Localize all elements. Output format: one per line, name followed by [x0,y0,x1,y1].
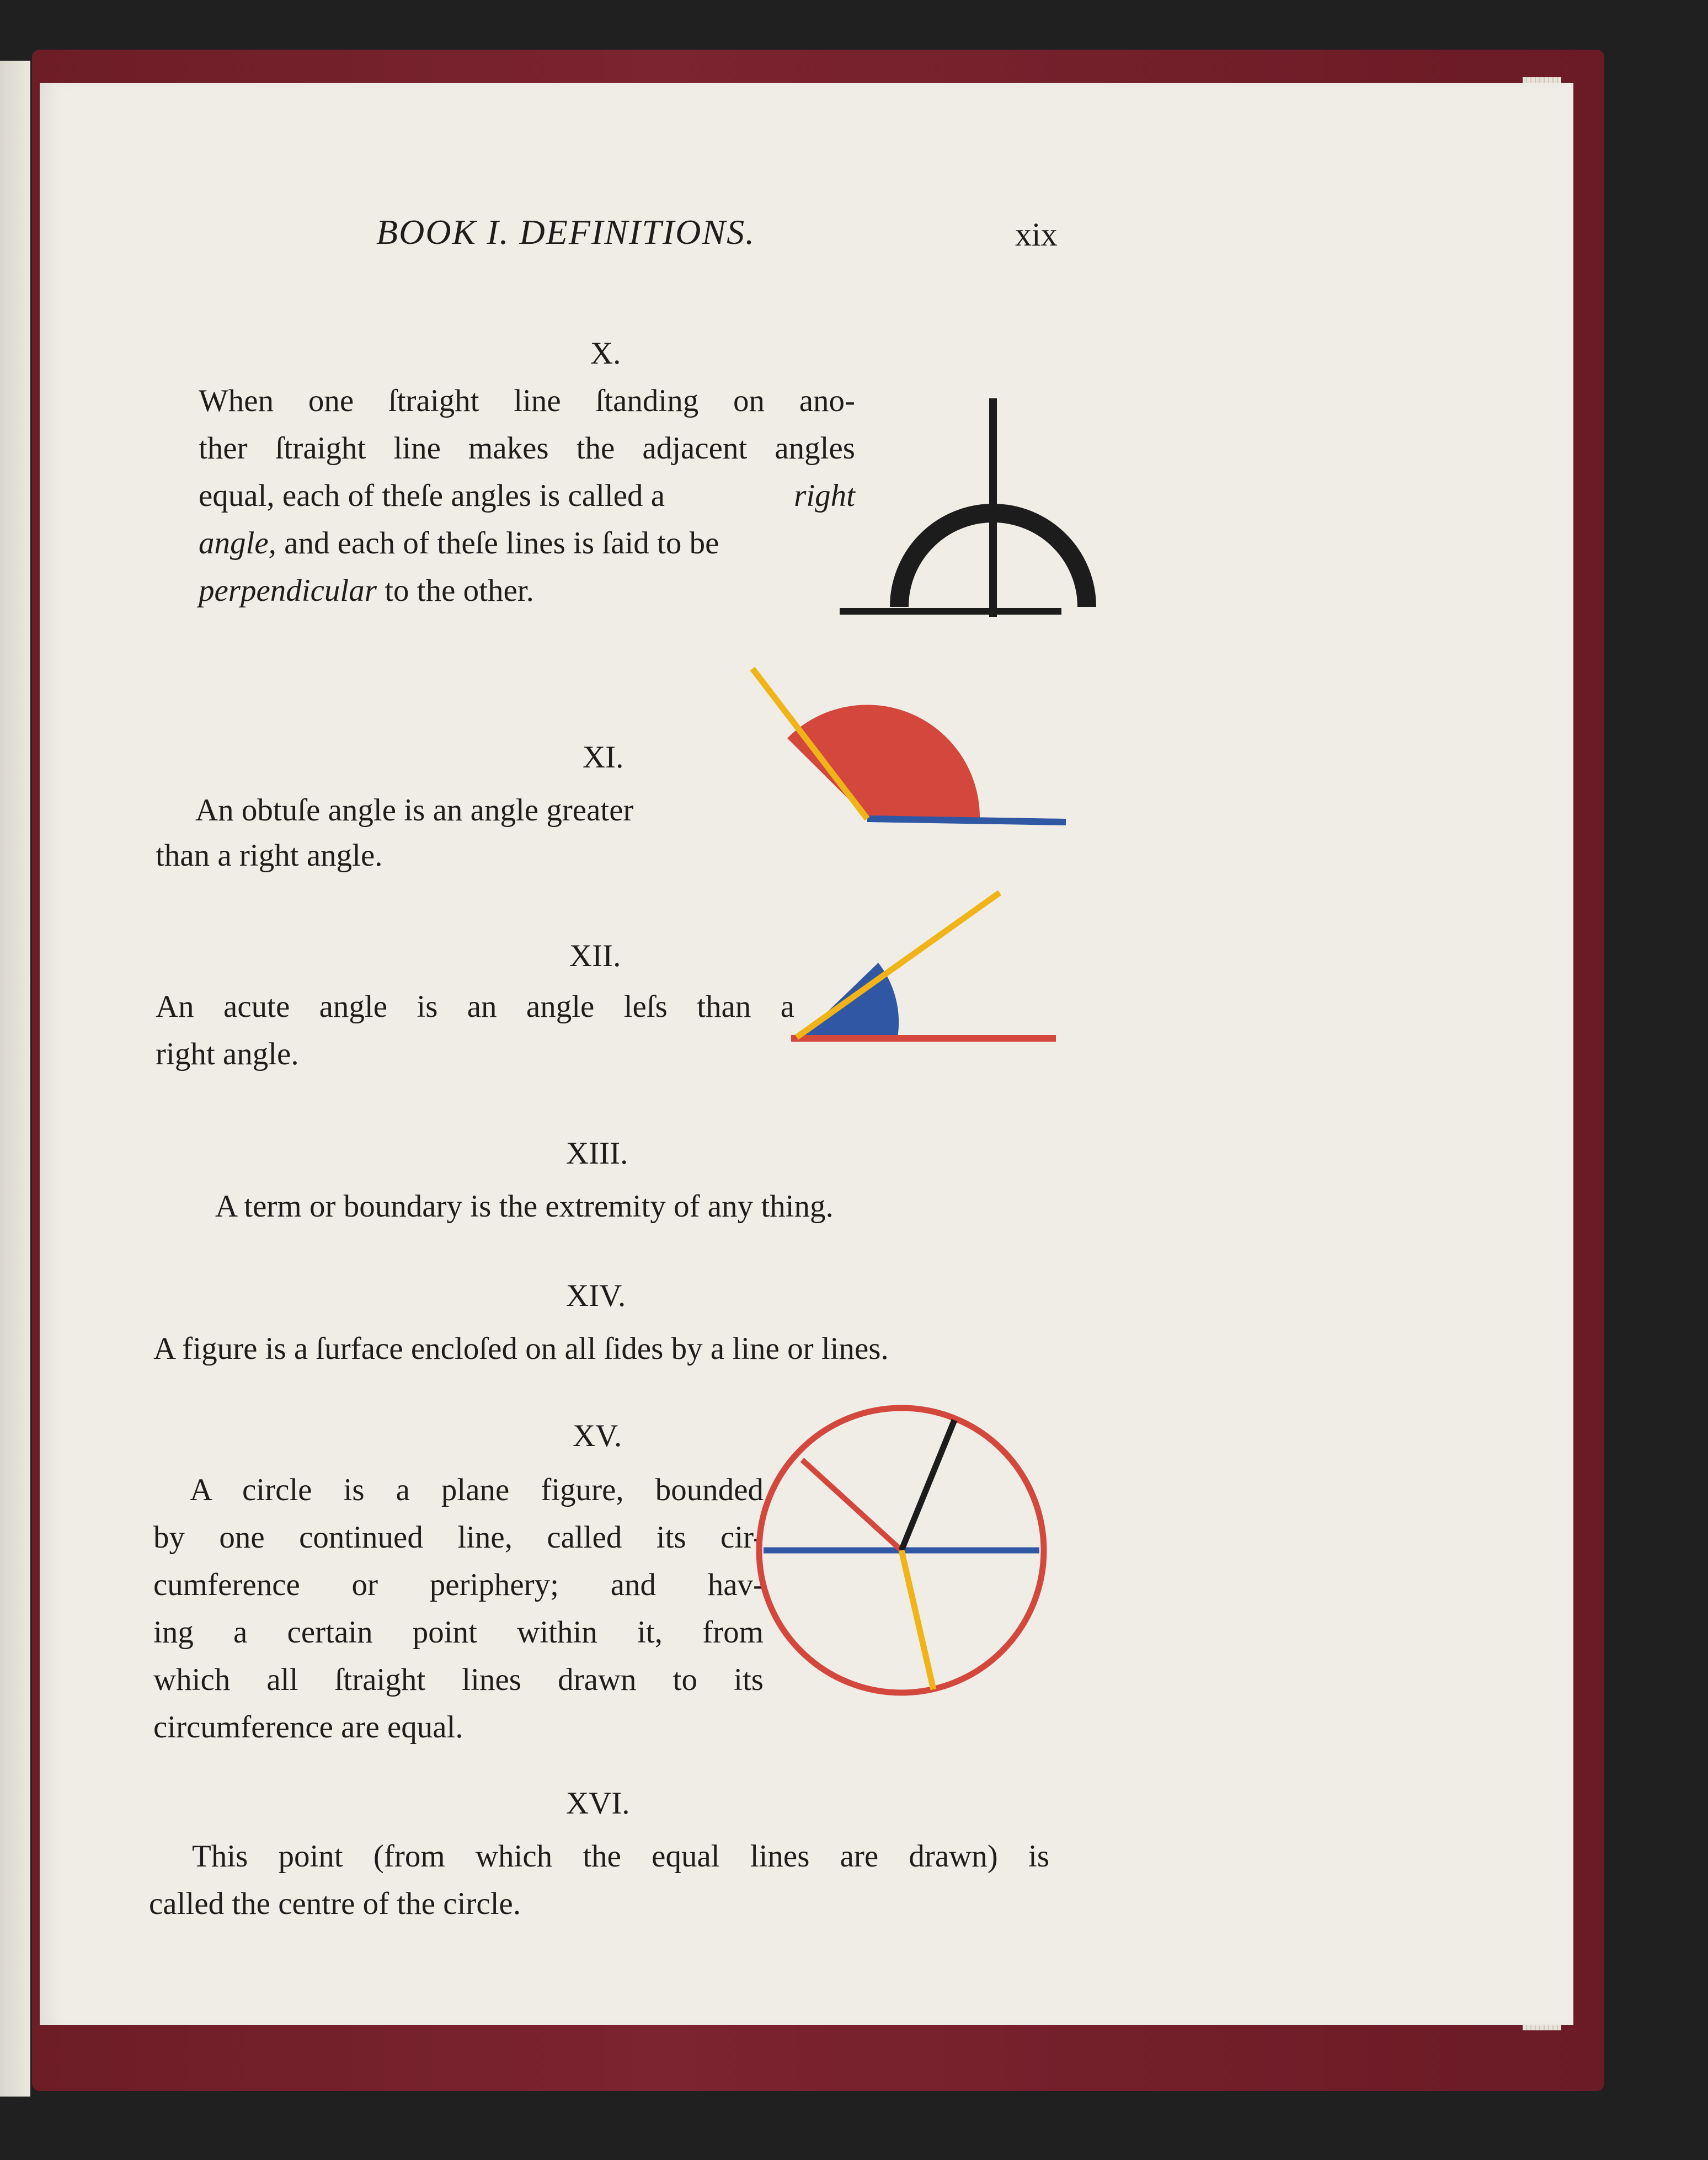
left-page-edge [0,61,30,2097]
definition-xiv-numeral: XIV. [566,1278,626,1313]
red-radius [802,1460,901,1550]
definition-x-numeral: X. [590,336,621,371]
black-radius [901,1420,954,1550]
definition-xv-numeral: XV. [573,1418,622,1453]
definition-xiv-line-1: A figure is a ſurface encloſed on all ſides by a line or lines. [153,1331,889,1366]
definition-xiii-line-1: A term or boundary is the extremity of any thing. [215,1189,834,1224]
definition-xi-numeral: XI. [583,740,624,775]
definition-xvi-line-1: This point (from which the equal lines are drawn) is [192,1839,1049,1874]
definition-x-line-2: ther ſtraight line makes the adjacent angles [199,431,855,466]
definition-x-line-1: When one ſtraight line ſtanding on ano- [199,383,855,418]
definition-xv-line-5: which all ſtraight lines drawn to its [153,1662,764,1697]
definition-xv-line-6: circumference are equal. [153,1710,463,1745]
definition-x-term-perpendicular: perpendicular [199,573,377,608]
definition-xi-line-1: An obtuſe angle is an angle greater [195,793,634,828]
definition-xv-line-4: ing a certain point within it, from [153,1615,764,1650]
definition-x-line-4-text: and each of theſe lines is ſaid to be [276,526,719,561]
yellow-radius [901,1550,933,1689]
definition-xv-line-2: by one continued line, called its cir- [153,1520,764,1555]
definition-xi-line-2: than a right angle. [156,838,383,873]
page-number: xix [1015,216,1058,253]
definition-xv-line-1: A circle is a plane figure, bounded [190,1473,764,1507]
definition-xii-numeral: XII. [569,938,621,973]
definition-xii-line-1: An acute angle is an angle leſs than a [156,989,794,1024]
book-page [40,83,1573,2025]
definition-xvi-numeral: XVI. [566,1786,630,1821]
circle-figure [40,83,1573,2025]
definition-x-line-5-text: to the other. [376,573,534,608]
definition-x-term-right: right [794,478,855,513]
definition-xvi-line-2: called the centre of the circle. [149,1886,521,1921]
running-header: BOOK I. DEFINITIONS. [376,212,756,252]
definition-x-term-angle: angle, [199,526,276,561]
definition-x-line-3-text: equal, each of theſe angles is called a [199,478,665,513]
definition-xii-line-2: right angle. [156,1037,299,1071]
definition-xiii-numeral: XIII. [566,1136,628,1171]
definition-xv-line-3: cumference or periphery; and hav- [153,1567,764,1602]
